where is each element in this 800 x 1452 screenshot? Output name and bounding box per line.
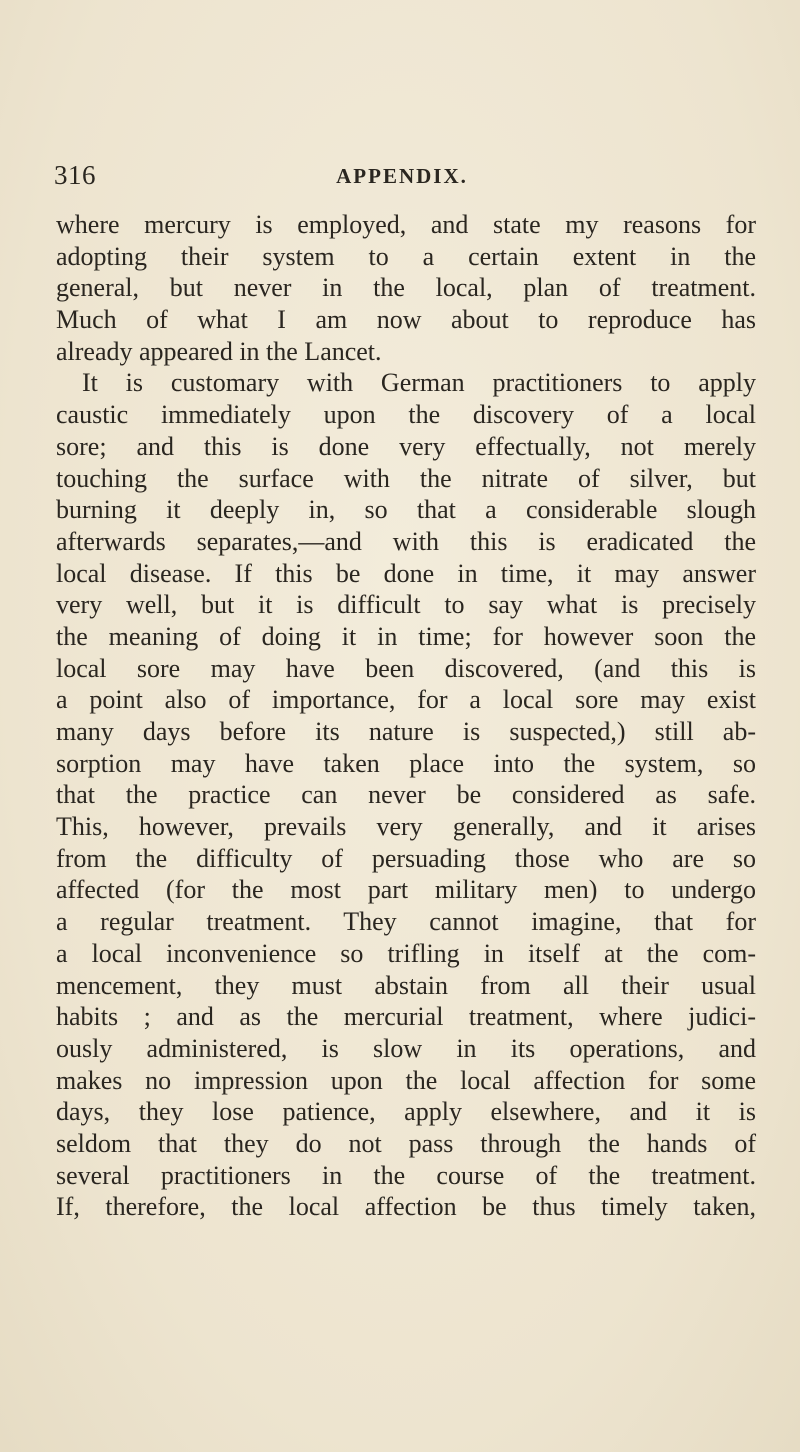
text-line: It is customary with German practitioners to apply [82, 368, 756, 398]
text-line: a point also of importance, for a local sore may exist [56, 685, 756, 715]
text-line: seldom that they do not pass through the hands of [56, 1128, 756, 1158]
text-line: This, however, prevails very generally, and it arises [56, 812, 756, 842]
text-line: several practitioners in the course of the treatment. [56, 1160, 756, 1190]
text-line: affected (for the most part military men) to undergo [56, 875, 756, 905]
text-line: burning it deeply in, so that a considerable slough [56, 495, 756, 525]
body-text [56, 209, 756, 1223]
text-line: mencement, they must abstain from all their usual [56, 970, 756, 1000]
running-head-title: APPENDIX. [336, 164, 468, 188]
text-line: caustic immediately upon the discovery of a local [56, 400, 756, 430]
text-line: days, they lose patience, apply elsewhere, and it is [56, 1097, 756, 1127]
text-line: habits ; and as the mercurial treatment, where judici- [56, 1002, 756, 1032]
text-line: makes no impression upon the local affection for some [56, 1065, 756, 1095]
running-head [54, 160, 750, 190]
text-line: touching the surface with the nitrate of silver, but [56, 463, 756, 493]
text-line: afterwards separates,—and with this is eradicated the [56, 526, 756, 556]
text-line: sorption may have taken place into the system, so [56, 748, 756, 778]
text-line: local sore may have been discovered, (and this is [56, 653, 756, 683]
text-line: already appeared in the Lancet. [56, 336, 382, 366]
text-line: the meaning of doing it in time; for however soon the [56, 621, 756, 651]
text-line: adopting their system to a certain extent in the [56, 241, 756, 271]
text-line: where mercury is employed, and state my reasons for [56, 210, 756, 239]
text-line: a local inconvenience so trifling in itself at the com- [56, 938, 756, 968]
text-line: Much of what I am now about to reproduce has [56, 305, 756, 335]
text-line: from the difficulty of persuading those who are so [56, 843, 756, 873]
page-number: 316 [54, 160, 96, 190]
text-line: many days before its nature is suspected,) still ab- [56, 717, 756, 746]
text-line: that the practice can never be considered as safe. [56, 780, 756, 810]
text-line: very well, but it is difficult to say what is precisely [56, 590, 756, 620]
text-line: local disease. If this be done in time, it may answer [56, 558, 756, 588]
text-line: general, but never in the local, plan of treatment. [56, 273, 756, 303]
text-line: If, therefore, the local affection be thus timely taken, [56, 1192, 756, 1222]
text-line: ously administered, is slow in its operations, and [56, 1033, 756, 1063]
text-line: sore; and this is done very effectually, not merely [56, 431, 756, 461]
text-line: a regular treatment. They cannot imagine, that for [56, 907, 756, 937]
